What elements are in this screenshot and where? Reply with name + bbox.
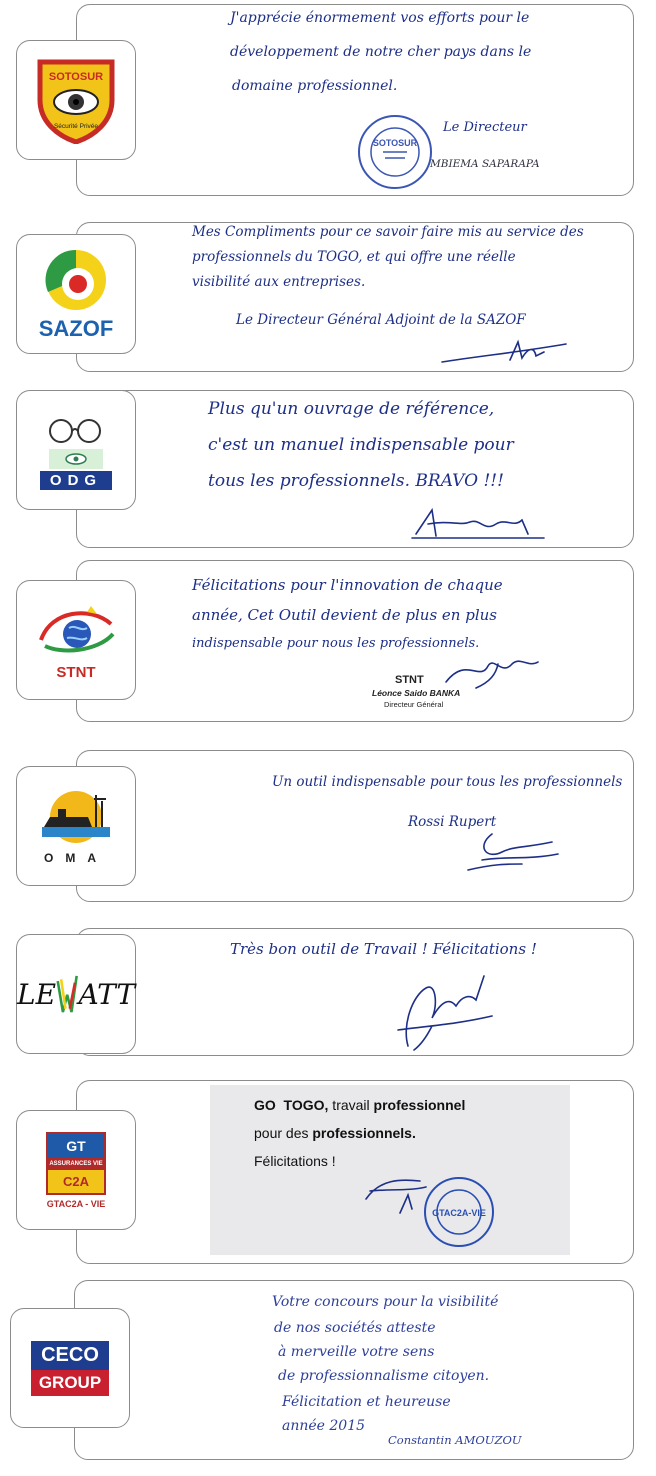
- ceco-message-line-4: de professionnalisme citoyen.: [278, 1368, 490, 1384]
- sazof-message-line-1: Mes Compliments pour ce savoir faire mis au service des: [192, 224, 584, 240]
- sotosur-stamp-text: SOTOSUR: [372, 138, 418, 148]
- sotosur-stamp: [355, 112, 435, 192]
- sazof-signatory-title: Le Directeur Général Adjoint de la SAZOF: [236, 312, 526, 328]
- odg-message-line-3: tous les professionnels. BRAVO !!!: [208, 471, 504, 491]
- gtac2a-logo-short: C2A: [48, 1170, 104, 1193]
- stnt-signature-org: STNT: [395, 674, 424, 686]
- logo-stnt: [16, 580, 136, 700]
- stnt-signatory-title: Directeur Général: [384, 700, 444, 709]
- stnt-signature: [436, 652, 546, 692]
- logo-oma: [16, 766, 136, 886]
- ceco-message-line-5: Félicitation et heureuse: [282, 1394, 451, 1410]
- sazof-signature: [440, 334, 570, 366]
- odg-logo-name: ODG: [40, 471, 112, 490]
- ceco-message-line-1: Votre concours pour la visibilité: [272, 1294, 499, 1310]
- logo-lewatt: [16, 934, 136, 1054]
- stnt-message-line-2: année, Cet Outil devient de plus en plus: [192, 606, 497, 624]
- stnt-globe-icon: [31, 600, 121, 662]
- odg-message-line-1: Plus qu'un ouvrage de référence,: [208, 399, 495, 419]
- oma-ship-icon: [36, 787, 116, 851]
- gtac2a-logo-mid: ASSURANCES VIE: [48, 1158, 104, 1170]
- sotosur-signatory-name: MBIEMA SAPARAPA: [430, 158, 540, 170]
- gtac2a-stamp-text: GTAC2A-VIE: [432, 1208, 486, 1218]
- lewatt-w-icon: [56, 971, 78, 1017]
- ceco-message-line-2: de nos sociétés atteste: [274, 1320, 436, 1336]
- sotosur-message-line-3: domaine professionnel.: [232, 78, 398, 94]
- logo-ceco: [10, 1308, 130, 1428]
- oma-signature: [462, 830, 562, 874]
- logo-sotosur: [16, 40, 136, 160]
- ceco-logo-line-1: CECO: [31, 1341, 109, 1370]
- lewatt-logo-left: LE: [17, 977, 57, 1011]
- lewatt-message-line-1: Très bon outil de Travail ! Félicitations !: [230, 940, 537, 958]
- gtac2a-stamp: [422, 1175, 496, 1249]
- odg-message-line-2: c'est un manuel indispensable pour: [208, 435, 514, 455]
- gtac2a-logo-frame: [46, 1132, 106, 1195]
- sazof-logo-name: SAZOF: [38, 316, 114, 341]
- ceco-message-line-6: année 2015: [282, 1418, 366, 1434]
- sazof-message-line-3: visibilité aux entreprises.: [192, 274, 366, 290]
- oma-message-line-1: Un outil indispensable pour tous les professionnels: [272, 774, 623, 790]
- stnt-logo-name: STNT: [56, 663, 96, 681]
- odg-glasses-icon: [41, 411, 111, 471]
- gtac2a-message-panel: [210, 1085, 570, 1255]
- ceco-signatory-name: Constantin AMOUZOU: [388, 1433, 522, 1447]
- lewatt-logo-right: ATT: [78, 977, 135, 1011]
- ceco-logo-line-2: GROUP: [31, 1370, 109, 1396]
- gtac2a-message-line-1: GO TOGO, travail professionnel: [254, 1097, 466, 1113]
- sotosur-message-line-1: J'apprécie énormement vos efforts pour le: [230, 10, 530, 26]
- sotosur-message-line-2: développement de notre cher pays dans le: [230, 44, 532, 60]
- stnt-message-line-1: Félicitations pour l'innovation de chaque: [192, 576, 503, 594]
- lewatt-signature: [388, 966, 498, 1052]
- sotosur-logo-caption: Sécurité Privée: [53, 123, 99, 130]
- gtac2a-message-line-2: pour des professionnels.: [254, 1125, 416, 1141]
- stnt-signatory-name: Léonce Saido BANKA: [372, 688, 461, 698]
- ceco-logo-block: [31, 1341, 109, 1396]
- gtac2a-logo-name: GTAC2A - VIE: [46, 1198, 106, 1209]
- odg-signature: [410, 504, 550, 544]
- stnt-message-line-3: indispensable pour nous les professionnels.: [192, 636, 480, 651]
- sotosur-logo-name: SOTOSUR: [48, 71, 104, 83]
- logo-odg: [16, 390, 136, 510]
- sazof-circle-icon: [36, 246, 116, 314]
- gtac2a-logo-top: GT: [48, 1134, 104, 1158]
- sotosur-shield-icon: [34, 56, 118, 144]
- logo-gtac2a: [16, 1110, 136, 1230]
- logo-sazof: [16, 234, 136, 354]
- oma-signatory-name: Rossi Rupert: [408, 814, 497, 830]
- sazof-message-line-2: professionnels du TOGO, et qui offre une réelle: [192, 249, 516, 265]
- sotosur-signatory-title: Le Directeur: [443, 120, 527, 135]
- gtac2a-message-line-3: Félicitations !: [254, 1153, 336, 1169]
- ceco-message-line-3: à merveille votre sens: [278, 1344, 435, 1360]
- oma-logo-name: OMA: [44, 851, 108, 865]
